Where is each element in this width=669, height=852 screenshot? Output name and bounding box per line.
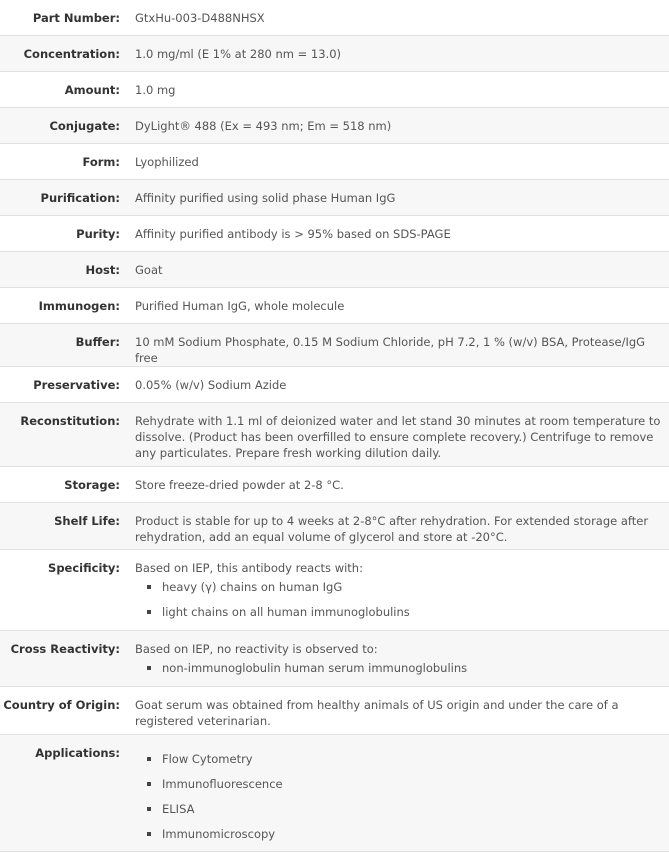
- spec-label: Form:: [0, 143, 128, 179]
- spec-value-text: Based on IEP, no reactivity is observed to:: [135, 641, 378, 656]
- spec-value: DyLight® 488 (Ex = 493 nm; Em = 518 nm): [128, 107, 669, 143]
- spec-row-buffer: [0, 323, 669, 366]
- spec-value: Purified Human IgG, whole molecule: [128, 287, 669, 323]
- list-item: Immunofluorescence: [162, 776, 669, 792]
- spec-value: 1.0 mg: [128, 71, 669, 107]
- spec-label: Part Number:: [0, 0, 128, 35]
- spec-row-country-of-origin: [0, 686, 669, 734]
- spec-label: Immunogen:: [0, 287, 128, 323]
- spec-label: Host:: [0, 251, 128, 287]
- spec-value: Affinity purified using solid phase Human IgG: [128, 179, 669, 215]
- spec-value: Product is stable for up to 4 weeks at 2-8°C after rehydration. For extended storage after rehydration, add an equal volume of glycerol and store at -20°C.: [128, 502, 669, 549]
- spec-value: 1.0 mg/ml (E 1% at 280 nm = 13.0): [128, 35, 669, 71]
- spec-value: 10 mM Sodium Phosphate, 0.15 M Sodium Chloride, pH 7.2, 1 % (w/v) BSA, Protease/IgG free: [128, 323, 669, 366]
- specificity-list: [135, 579, 669, 620]
- spec-value: GtxHu-003-D488NHSX: [128, 0, 669, 35]
- spec-row-shelf-life: [0, 502, 669, 549]
- spec-value: Goat serum was obtained from healthy animals of US origin and under the care of a registered veterinarian.: [128, 686, 669, 734]
- list-item: Immunomicroscopy: [162, 826, 669, 842]
- spec-value-text: Based on IEP, this antibody reacts with:: [135, 560, 363, 575]
- spec-row-host: [0, 251, 669, 287]
- spec-value: [128, 734, 669, 851]
- spec-row-cross-reactivity: [0, 630, 669, 686]
- spec-row-part-number: [0, 0, 669, 35]
- spec-row-specificity: [0, 549, 669, 630]
- spec-value: Lyophilized: [128, 143, 669, 179]
- list-item: Flow Cytometry: [162, 751, 669, 767]
- list-item: ELISA: [162, 801, 669, 817]
- spec-row-preservative: [0, 366, 669, 402]
- spec-label: Cross Reactivity:: [0, 630, 128, 686]
- spec-row-form: [0, 143, 669, 179]
- spec-label: Concentration:: [0, 35, 128, 71]
- spec-label: Conjugate:: [0, 107, 128, 143]
- spec-value: [128, 549, 669, 630]
- list-item: heavy (γ) chains on human IgG: [162, 579, 669, 595]
- spec-label: Buffer:: [0, 323, 128, 366]
- spec-value: 0.05% (w/v) Sodium Azide: [128, 366, 669, 402]
- spec-label: Amount:: [0, 71, 128, 107]
- spec-row-reconstitution: [0, 402, 669, 466]
- spec-row-concentration: [0, 35, 669, 71]
- spec-label: Country of Origin:: [0, 686, 128, 734]
- spec-value: Goat: [128, 251, 669, 287]
- spec-label: Storage:: [0, 466, 128, 502]
- spec-label: Applications:: [0, 734, 128, 851]
- spec-row-immunogen: [0, 287, 669, 323]
- spec-label: Preservative:: [0, 366, 128, 402]
- spec-label: Specificity:: [0, 549, 128, 630]
- list-item: light chains on all human immunoglobulins: [162, 604, 669, 620]
- spec-row-amount: [0, 71, 669, 107]
- spec-row-conjugate: [0, 107, 669, 143]
- spec-row-applications: [0, 734, 669, 851]
- spec-label: Purification:: [0, 179, 128, 215]
- spec-row-storage: [0, 466, 669, 502]
- spec-row-purification: [0, 179, 669, 215]
- spec-value: Store freeze-dried powder at 2-8 °C.: [128, 466, 669, 502]
- applications-list: [135, 751, 669, 842]
- spec-value: [128, 630, 669, 686]
- spec-value: Affinity purified antibody is > 95% based on SDS-PAGE: [128, 215, 669, 251]
- spec-label: Reconstitution:: [0, 402, 128, 466]
- spec-row-purity: [0, 215, 669, 251]
- cross-reactivity-list: [135, 660, 669, 676]
- spec-label: Shelf Life:: [0, 502, 128, 549]
- spec-value: Rehydrate with 1.1 ml of deionized water and let stand 30 minutes at room temperature to dissolve. (Product has been overfilled to ensure complete recovery.) Centrifuge to remove any particulates. Prepare fresh working dilution daily.: [128, 402, 669, 466]
- spec-label: Purity:: [0, 215, 128, 251]
- list-item: non-immunoglobulin human serum immunoglobulins: [162, 660, 669, 676]
